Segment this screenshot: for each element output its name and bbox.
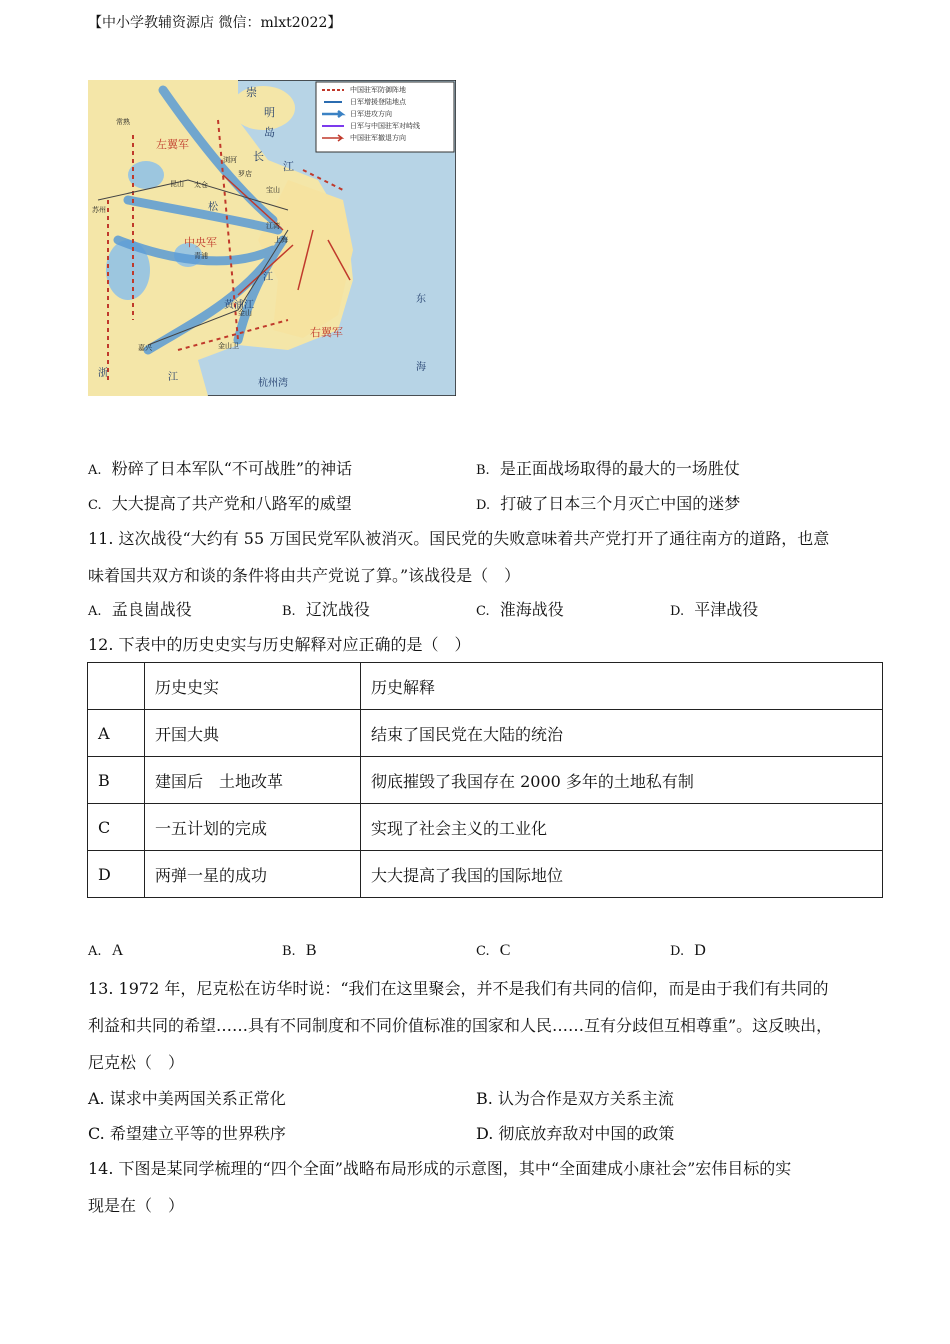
option-text: 是正面战场取得的最大的一场胜仗	[499, 459, 740, 478]
q12-option-a[interactable]	[88, 940, 123, 960]
table-cell: D	[88, 851, 145, 898]
map-label-song: 松	[208, 202, 218, 213]
map-label-taicang: 太仓	[194, 181, 208, 189]
legend-item-4: 日军与中国驻军对峙线	[350, 122, 420, 130]
map-label-chang: 长	[253, 150, 264, 163]
legend-item-1: 中国驻军防御阵地	[350, 86, 406, 94]
option-text: D	[694, 942, 706, 959]
table-cell: B	[88, 757, 145, 804]
map-label-chong: 崇	[246, 86, 257, 99]
map-label-central: 中央军	[184, 236, 217, 249]
table-row	[88, 804, 883, 851]
option-letter: A.	[88, 944, 102, 959]
table-row	[88, 710, 883, 757]
table-header-cell: 历史史实	[145, 663, 361, 710]
option-text: 打破了日本三个月灭亡中国的迷梦	[500, 494, 741, 513]
map-label-hai: 海	[416, 362, 426, 373]
map-label-dong: 东	[416, 294, 426, 305]
q10-option-b[interactable]	[476, 456, 740, 479]
table-cell: 大大提高了我国的国际地位	[361, 851, 883, 898]
option-letter: A.	[88, 604, 102, 619]
q14-stem-line2: 现是在（ ）	[88, 1196, 185, 1215]
map-label-kunshan: 昆山	[170, 180, 184, 188]
option-letter: B.	[282, 944, 296, 959]
option-text: 辽沈战役	[305, 600, 370, 619]
map-label-jinshan: 金山	[238, 309, 252, 317]
option-text: 大大提高了共产党和八路军的威望	[111, 494, 352, 513]
table-row	[88, 757, 883, 804]
map-label-changshu: 常熟	[116, 118, 130, 126]
history-table	[87, 662, 883, 898]
option-letter: C.	[476, 604, 490, 619]
option-text: C	[499, 942, 511, 959]
table-header-cell	[88, 663, 145, 710]
map-label-baoshan: 宝山	[266, 186, 280, 194]
q13-stem-line2: 利益和共同的希望……具有不同制度和不同价值标准的国家和人民……互有分歧但互相尊重”。这反映出，	[88, 1016, 833, 1035]
map-label-left-wing: 左翼军	[156, 138, 189, 151]
map-label-dao: 岛	[264, 126, 275, 139]
battle-map	[88, 80, 456, 396]
table-cell: 实现了社会主义的工业化	[361, 804, 883, 851]
table-cell: 一五计划的完成	[145, 804, 361, 851]
table-cell: C	[88, 804, 145, 851]
q12-option-d[interactable]	[670, 940, 706, 960]
q12-option-c[interactable]	[476, 940, 510, 960]
q13-stem-line1: 13. 1972 年，尼克松在访华时说：“我们在这里聚会，并不是我们有共同的信仰，而是由于我们有共同的	[88, 979, 829, 998]
q11-option-c[interactable]	[476, 597, 564, 620]
table-cell: 开国大典	[145, 710, 361, 757]
q11-stem-line2: 味着国共双方和谈的条件将由共产党说了算。”该战役是（ ）	[88, 566, 521, 585]
option-letter: B.	[282, 604, 296, 619]
q13-stem-line3: 尼克松（ ）	[88, 1053, 185, 1072]
map-label-liuhe: 浏河	[223, 156, 237, 164]
map-label-jiaxing: 嘉兴	[138, 344, 152, 352]
legend-item-5: 中国驻军撤退方向	[350, 134, 406, 142]
option-text: A	[111, 942, 124, 959]
table-cell: A	[88, 710, 145, 757]
q12-option-b[interactable]	[282, 940, 317, 960]
option-text: B	[305, 942, 317, 959]
map-label-song-jiang: 江	[263, 272, 273, 283]
table-header-row	[88, 663, 883, 710]
map-label-luodian: 罗店	[238, 170, 252, 178]
map-label-shanghai: 上海	[274, 236, 288, 244]
table-cell: 两弹一星的成功	[145, 851, 361, 898]
map-label-right-wing: 右翼军	[310, 326, 343, 339]
option-letter: A.	[88, 463, 102, 478]
map-label-zhe-jiang: 江	[168, 372, 178, 383]
map-label-zhe: 浙	[98, 368, 108, 379]
option-text: 粉碎了日本军队“不可战胜”的神话	[111, 459, 353, 478]
map-label-jiangwan: 江湾	[266, 222, 280, 230]
option-letter: D.	[670, 944, 685, 959]
q13-option-a[interactable]: A. 谋求中美两国关系正常化	[88, 1089, 286, 1108]
option-letter: D.	[670, 604, 685, 619]
q11-option-b[interactable]	[282, 597, 370, 620]
option-letter: D.	[476, 498, 491, 513]
map-label-ming: 明	[264, 106, 275, 119]
legend-item-3: 日军进攻方向	[350, 110, 392, 118]
map-label-jiang: 江	[283, 160, 294, 173]
map-label-jinshanwei: 金山卫	[218, 342, 239, 350]
q10-option-d[interactable]	[476, 491, 740, 514]
option-letter: C.	[476, 944, 490, 959]
option-text: 淮海战役	[499, 600, 564, 619]
table-row	[88, 851, 883, 898]
q10-option-a[interactable]	[88, 456, 352, 479]
q13-option-d[interactable]: D. 彻底放弃敌对中国的政策	[476, 1124, 675, 1143]
table-cell: 彻底摧毁了我国存在 2000 多年的土地私有制	[361, 757, 883, 804]
option-text: 平津战役	[694, 600, 759, 619]
table-header-cell: 历史解释	[361, 663, 883, 710]
q12-stem: 12. 下表中的历史史实与历史解释对应正确的是（ ）	[88, 635, 471, 654]
map-label-hangzhouwan: 杭州湾	[258, 378, 288, 389]
q13-option-b[interactable]: B. 认为合作是双方关系主流	[476, 1089, 674, 1108]
q14-stem-line1: 14. 下图是某同学梳理的“四个全面”战略布局形成的示意图，其中“全面建成小康社会”宏伟目标的实	[88, 1159, 792, 1178]
map-label-qingpu: 青浦	[194, 252, 208, 260]
page-header: 【中小学教辅资源店 微信：mlxt2022】	[88, 15, 342, 31]
map-label-huangpu: 黄浦江	[224, 300, 254, 311]
option-letter: B.	[476, 463, 490, 478]
table-cell: 结束了国民党在大陆的统治	[361, 710, 883, 757]
q11-stem-line1: 11. 这次战役“大约有 55 万国民党军队被消灭。国民党的失败意味着共产党打开了通往南方的道路，也意	[88, 529, 830, 548]
option-text: 孟良崮战役	[111, 600, 192, 619]
q11-option-d[interactable]	[670, 597, 758, 620]
legend-item-2: 日军增援登陆地点	[350, 98, 406, 106]
q13-option-c[interactable]: C. 希望建立平等的世界秩序	[88, 1124, 286, 1143]
q11-option-a[interactable]	[88, 597, 192, 620]
q10-option-c[interactable]	[88, 491, 352, 514]
option-letter: C.	[88, 498, 102, 513]
table-cell: 建国后 土地改革	[145, 757, 361, 804]
map-label-suzhou: 苏州	[92, 206, 106, 214]
